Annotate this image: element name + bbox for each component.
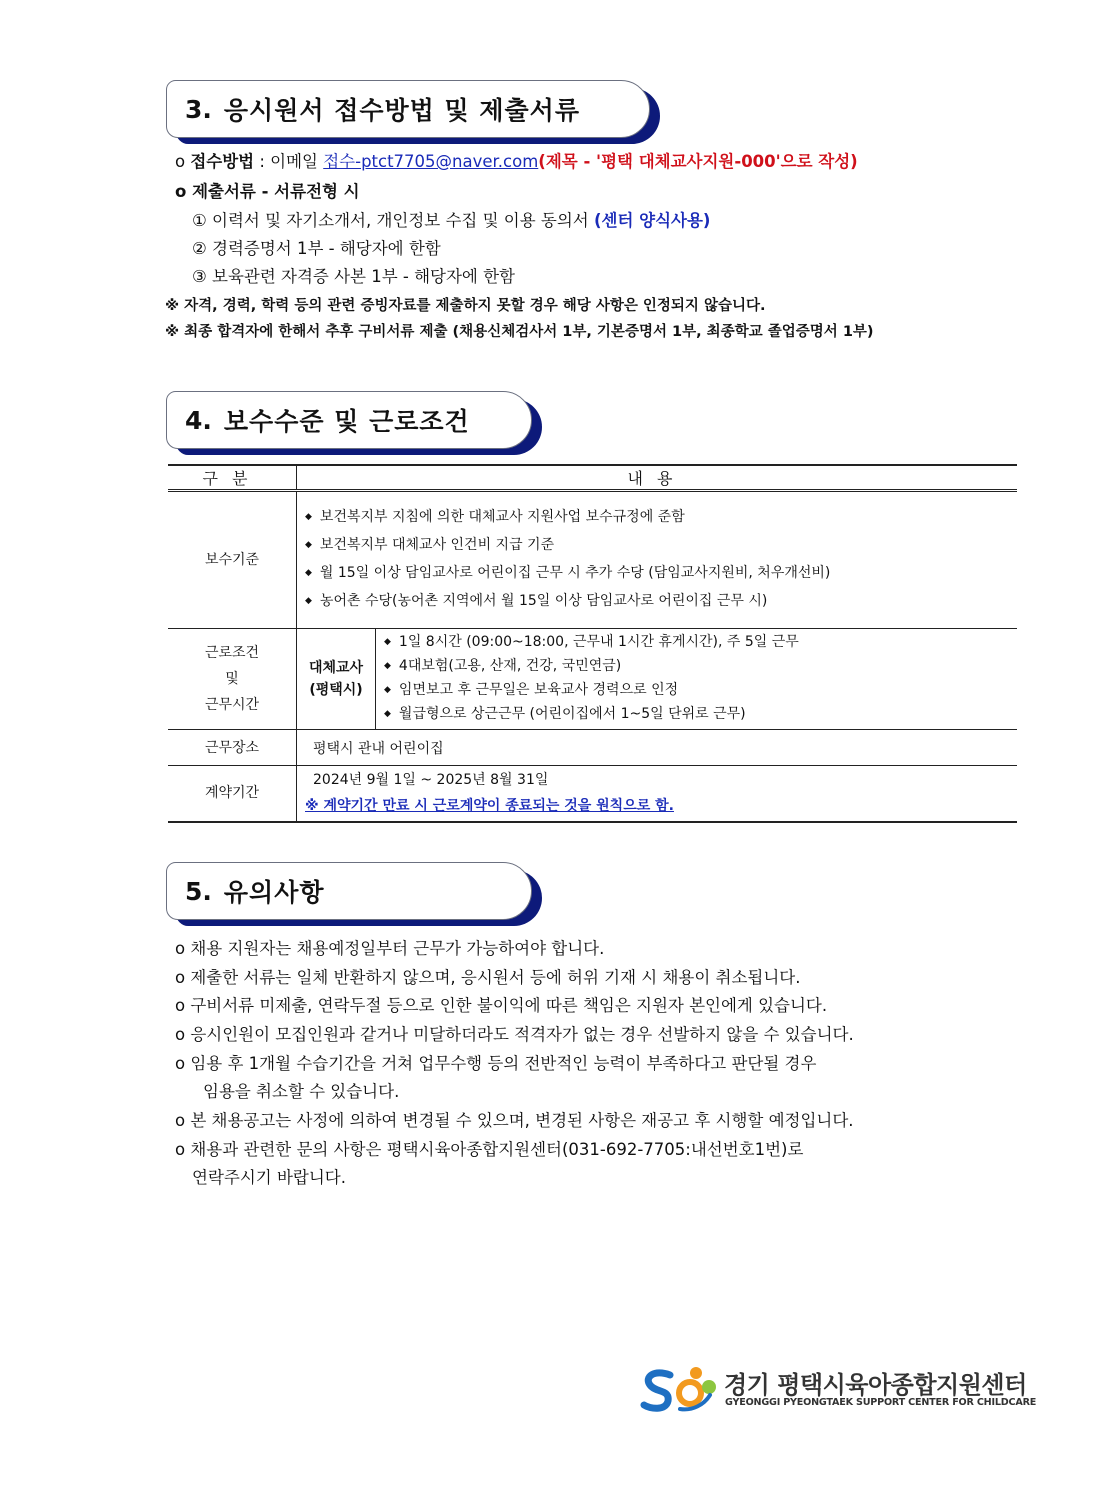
docs-label-line: o 제출서류 - 서류전형 시 <box>175 182 360 201</box>
pay-label: 보수기준 <box>168 491 297 629</box>
section-number: 5. <box>185 876 212 906</box>
work-cell <box>297 629 1018 730</box>
section3-note-2: ※ 최종 합격자에 한해서 추후 구비서류 제출 (채용신체검사서 1부, 기본증명서 1부, 최종학교 졸업증명서 1부) <box>165 324 874 340</box>
header-content: 내용 <box>297 465 1018 491</box>
notice-item: o 응시인원이 모집인원과 같거나 미달하더라도 적격자가 없는 경우 선발하지 않을 수 있습니다. <box>175 1025 854 1044</box>
table-header-row <box>168 465 1017 491</box>
section-number: 3. <box>185 94 212 124</box>
work-sub-label <box>297 629 376 729</box>
work-label-line: 근무시간 <box>204 697 260 713</box>
section-number: 4. <box>185 405 212 435</box>
method-text: : 이메일 <box>259 152 318 171</box>
list-item: ◆ 보건복지부 지침에 의한 대체교사 지원사업 보수규정에 준함 <box>305 504 1017 532</box>
doc-item-1 <box>192 210 710 232</box>
method-note: (제목 - '평택 대체교사지원-000'으로 작성) <box>538 152 858 171</box>
logo-mark-icon <box>640 1363 718 1415</box>
notice-item: o 제출한 서류는 일체 반환하지 않으며, 응시원서 등에 허위 기재 시 채용이 취소됩니다. <box>175 968 801 987</box>
pay-list <box>297 504 1017 616</box>
method-line: o 접수방법 : 이메일 접수-ptct7705@naver.com(제목 - '평택 대체교사지원-000'으로 작성) <box>175 152 858 171</box>
list-item: ◆ 월 15일 이상 담임교사로 어린이집 근무 시 추가 수당 (담임교사지원비, 처우개선비) <box>305 560 1017 588</box>
conditions-table <box>168 464 1017 823</box>
place-label: 근무장소 <box>168 730 297 766</box>
notice-item: o 임용 후 1개월 수습기간을 거쳐 업무수행 등의 전반적인 능력이 부족하다고 판단될 경우 <box>175 1054 817 1073</box>
doc-item-text: ① 이력서 및 자기소개서, 개인정보 수집 및 이용 동의서 <box>192 211 589 230</box>
work-label <box>168 629 297 730</box>
list-item: ◆ 농어촌 수당(농어촌 지역에서 월 15일 이상 담임교사로 어린이집 근무 시) <box>305 588 1017 616</box>
doc-item-3: ③ 보육관련 자격증 사본 1부 - 해당자에 한함 <box>192 267 515 286</box>
pay-cell <box>297 491 1018 629</box>
section-4-header <box>166 391 532 449</box>
work-sub-line: 대체교사 <box>308 660 364 676</box>
section-title: 유의사항 <box>223 878 325 907</box>
list-item: ◆ 보건복지부 대체교사 인건비 지급 기준 <box>305 532 1017 560</box>
work-list <box>376 631 1017 727</box>
section-3-header <box>166 80 650 138</box>
contract-value: 2024년 9월 1일 ~ 2025년 8월 31일 <box>313 772 549 789</box>
contract-note: ※ 계약기간 만료 시 근로계약이 종료되는 것을 원칙으로 함. <box>305 798 674 815</box>
contract-cell <box>297 766 1018 822</box>
notice-item: 임용을 취소할 수 있습니다. <box>203 1082 400 1101</box>
section-5-header <box>166 862 532 920</box>
list-item: ◆ 월급형으로 상근근무 (어린이집에서 1~5일 단위로 근무) <box>384 703 1017 727</box>
notice-item: o 구비서류 미제출, 연락두절 등으로 인한 불이익에 따른 책임은 지원자 본인에게 있습니다. <box>175 996 828 1015</box>
notice-item: o 채용과 관련한 문의 사항은 평택시육아종합지원센터(031-692-7705:내선번호1번)로 <box>175 1140 804 1159</box>
place-value: 평택시 관내 어린이집 <box>297 730 1018 766</box>
notice-item: o 채용 지원자는 채용예정일부터 근무가 가능하여야 합니다. <box>175 939 605 958</box>
email-link[interactable]: 접수-ptct7705@naver.com <box>323 152 539 171</box>
doc-item-2: ② 경력증명서 1부 - 해당자에 한함 <box>192 239 441 258</box>
header-category: 구분 <box>168 465 297 491</box>
table-row-contract <box>168 766 1017 822</box>
table-row-pay <box>168 491 1017 629</box>
table-row-work <box>168 629 1017 730</box>
doc-item-highlight: (센터 양식사용) <box>593 211 711 230</box>
work-sub-line: (평택시) <box>309 682 363 698</box>
notice-item: 연락주시기 바랍니다. <box>192 1168 346 1187</box>
logo-korean-name: 경기 평택시육아종합지원센터 <box>724 1371 1027 1399</box>
section-title: 응시원서 접수방법 및 제출서류 <box>223 96 580 125</box>
section3-note-1: ※ 자격, 경력, 학력 등의 관련 증빙자료를 제출하지 못할 경우 해당 사항은 인정되지 않습니다. <box>165 298 766 314</box>
center-logo <box>640 1363 1037 1415</box>
section-title: 보수수준 및 근로조건 <box>223 407 470 436</box>
work-items-cell <box>376 629 1018 729</box>
work-inner-table <box>297 629 1017 729</box>
work-label-line: 및 <box>225 671 239 687</box>
work-label-line: 근로조건 <box>204 645 260 661</box>
contract-label: 계약기간 <box>168 766 297 822</box>
table-row-place <box>168 730 1017 766</box>
notice-item: o 본 채용공고는 사정에 의하여 변경될 수 있으며, 변경된 사항은 재공고 후 시행할 예정입니다. <box>175 1111 854 1130</box>
logo-english-name: GYEONGGI PYEONGTAEK SUPPORT CENTER FOR CHILDCARE <box>725 1397 1037 1408</box>
list-item: ◆ 임면보고 후 근무일은 보육교사 경력으로 인정 <box>384 679 1017 703</box>
list-item: ◆ 1일 8시간 (09:00~18:00, 근무내 1시간 휴게시간), 주 5일 근무 <box>384 631 1017 655</box>
list-item: ◆ 4대보험(고용, 산재, 건강, 국민연금) <box>384 655 1017 679</box>
method-label: 접수방법 <box>190 152 255 171</box>
docs-label: 제출서류 - 서류전형 시 <box>192 182 360 201</box>
